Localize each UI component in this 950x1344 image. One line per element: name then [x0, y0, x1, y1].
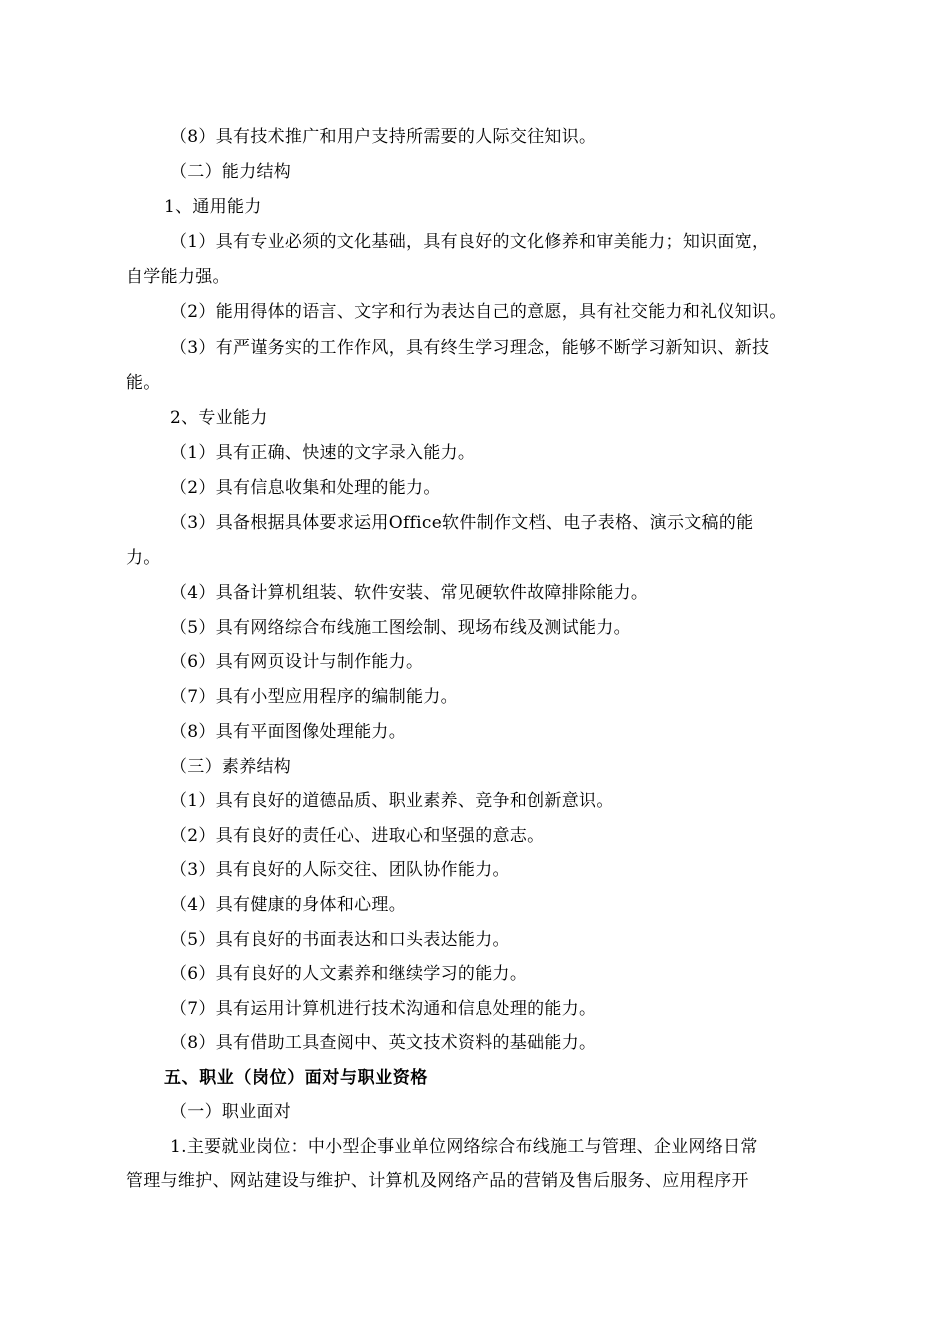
chapter-heading: 五、职业（岗位）面对与职业资格 [164, 1068, 428, 1088]
text-line: （4）具备计算机组装、软件安装、常见硬软件故障排除能力。 [170, 583, 649, 603]
section-heading: （二）能力结构 [170, 162, 292, 182]
text-line: （5）具有网络综合布线施工图绘制、现场布线及测试能力。 [170, 618, 631, 638]
text-line: 自学能力强。 [126, 267, 230, 287]
subsection-heading: 1、通用能力 [164, 197, 262, 217]
text-line: （7）具有运用计算机进行技术沟通和信息处理的能力。 [170, 999, 597, 1019]
text-line: （7）具有小型应用程序的编制能力。 [170, 687, 458, 707]
section-heading: （三）素养结构 [170, 757, 292, 777]
text-line: 管理与维护、网站建设与维护、计算机及网络产品的营销及售后服务、应用程序开 [126, 1171, 749, 1191]
text-line: （5）具有良好的书面表达和口头表达能力。 [170, 930, 510, 950]
text-line: （3）具有良好的人际交往、团队协作能力。 [170, 860, 510, 880]
subsection-heading: 2、专业能力 [170, 408, 268, 428]
section-heading: （一）职业面对 [170, 1102, 292, 1122]
text-line: （2）具有良好的责任心、进取心和坚强的意志。 [170, 826, 545, 846]
text-line: （2）具有信息收集和处理的能力。 [170, 478, 441, 498]
text-line: （4）具有健康的身体和心理。 [170, 895, 407, 915]
text-line: （8）具有借助工具查阅中、英文技术资料的基础能力。 [170, 1033, 597, 1053]
text-line: 1.主要就业岗位：中小型企事业单位网络综合布线施工与管理、企业网络日常 [170, 1137, 758, 1157]
text-line: 能。 [126, 373, 161, 393]
text-line: （1）具有良好的道德品质、职业素养、竞争和创新意识。 [170, 791, 614, 811]
text-line: （8）具有技术推广和用户支持所需要的人际交往知识。 [170, 127, 597, 147]
text-line: （1）具有专业必须的文化基础，具有良好的文化修养和审美能力；知识面宽， [170, 232, 770, 252]
text-line: （8）具有平面图像处理能力。 [170, 722, 407, 742]
text-line: （6）具有良好的人文素养和继续学习的能力。 [170, 964, 528, 984]
text-line: （3）有严谨务实的工作作风，具有终生学习理念，能够不断学习新知识、新技 [170, 338, 770, 358]
text-line: （3）具备根据具体要求运用Office软件制作文档、电子表格、演示文稿的能 [170, 513, 754, 533]
text-line: （2）能用得体的语言、文字和行为表达自己的意愿，具有社交能力和礼仪知识。 [170, 302, 787, 322]
text-line: （1）具有正确、快速的文字录入能力。 [170, 443, 476, 463]
text-line: （6）具有网页设计与制作能力。 [170, 652, 424, 672]
text-line: 力。 [126, 548, 161, 568]
